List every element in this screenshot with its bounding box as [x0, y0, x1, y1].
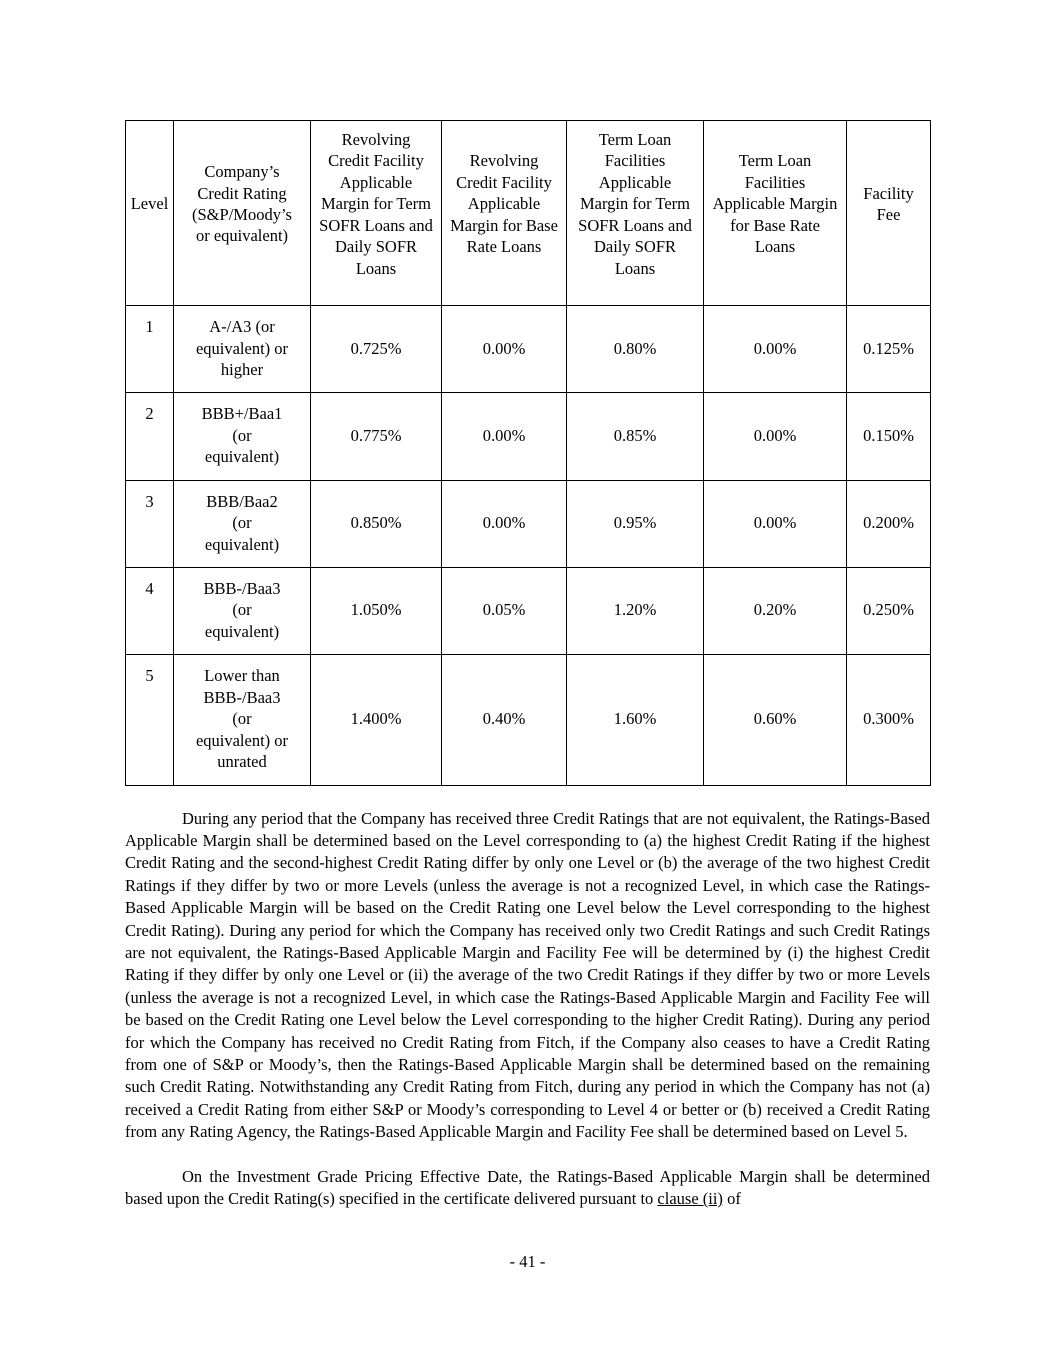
cell-revolver-sofr-margin: 0.725%	[311, 306, 442, 393]
cell-term-base-margin: 0.20%	[704, 568, 847, 655]
cell-revolver-sofr-margin: 1.050%	[311, 568, 442, 655]
table-row	[126, 655, 931, 785]
cell-level: 1	[126, 306, 174, 393]
table-row	[126, 568, 931, 655]
cell-term-base-margin: 0.00%	[704, 480, 847, 567]
header-revolver-sofr-margin: Revolving Credit Facility Applicable Margin for Term SOFR Loans and Daily SOFR Loans	[311, 121, 442, 306]
cell-facility-fee: 0.300%	[847, 655, 931, 785]
cell-level: 3	[126, 480, 174, 567]
table-row	[126, 306, 931, 393]
header-row	[126, 121, 931, 306]
cell-revolver-base-margin: 0.00%	[442, 306, 567, 393]
pricing-grid-table	[125, 120, 931, 786]
page-number: - 41 -	[509, 1252, 546, 1271]
cell-term-sofr-margin: 0.85%	[567, 393, 704, 480]
cell-facility-fee: 0.200%	[847, 480, 931, 567]
cell-revolver-base-margin: 0.40%	[442, 655, 567, 785]
cell-term-base-margin: 0.60%	[704, 655, 847, 785]
cell-term-base-margin: 0.00%	[704, 306, 847, 393]
header-term-base-margin: Term Loan Facilities Applicable Margin for Base Rate Loans	[704, 121, 847, 306]
cell-term-sofr-margin: 1.60%	[567, 655, 704, 785]
table-row	[126, 480, 931, 567]
paragraph-2-text: On the Investment Grade Pricing Effective Date, the Ratings-Based Applicable Margin shall be determined based upon the Credit Rating(s) specified in the certificate delivered pursuant to	[125, 1166, 930, 1208]
cell-term-base-margin: 0.00%	[704, 393, 847, 480]
cell-facility-fee: 0.150%	[847, 393, 931, 480]
cell-revolver-sofr-margin: 0.775%	[311, 393, 442, 480]
cell-revolver-base-margin: 0.00%	[442, 393, 567, 480]
clause-ii-reference: clause (ii)	[657, 1189, 723, 1208]
cell-credit-rating: BBB+/Baa1 (or equivalent)	[174, 393, 311, 480]
cell-term-sofr-margin: 1.20%	[567, 568, 704, 655]
header-revolver-base-margin: Revolving Credit Facility Applicable Margin for Base Rate Loans	[442, 121, 567, 306]
cell-credit-rating: BBB-/Baa3 (or equivalent)	[174, 568, 311, 655]
cell-level: 4	[126, 568, 174, 655]
cell-revolver-base-margin: 0.00%	[442, 480, 567, 567]
cell-credit-rating: BBB/Baa2 (or equivalent)	[174, 480, 311, 567]
cell-term-sofr-margin: 0.80%	[567, 306, 704, 393]
cell-revolver-sofr-margin: 0.850%	[311, 480, 442, 567]
cell-revolver-sofr-margin: 1.400%	[311, 655, 442, 785]
header-credit-rating: Company’s Credit Rating (S&P/Moody’s or equivalent)	[174, 121, 311, 306]
cell-facility-fee: 0.250%	[847, 568, 931, 655]
header-term-sofr-margin: Term Loan Facilities Applicable Margin for Term SOFR Loans and Daily SOFR Loans	[567, 121, 704, 306]
body-paragraph-1: During any period that the Company has received three Credit Ratings that are not equivalent, the Ratings-Based Applicable Margin shall be determined based on the Level corresponding to (a) the highest Credit Rating if the highest Credit Rating and the second-highest Credit Rating differ by only one Level or (b) the average of the two highest Credit Ratings if they differ by two or more Levels (unless the average is not a recognized Level, in which case the Ratings-Based Applicable Margin will be based on the Credit Rating one Level below the Level corresponding to the highest Credit Rating). During any period for which the Company has received only two Credit Ratings and such Credit Ratings are not equivalent, the Ratings-Based Applicable Margin and Facility Fee will be determined by (i) the highest Credit Rating if they differ by only one Level or (ii) the average of the two Credit Ratings if they differ by two or more Levels (unless the average is not a recognized Level, in which case the Ratings-Based Applicable Margin and Facility Fee will be based on the Credit Rating one Level below the Level corresponding to the higher Credit Rating). During any period for which the Company has received no Credit Rating from Fitch, if the Company also ceases to have a Credit Rating from one of S&P or Moody’s, then the Ratings-Based Applicable Margin shall be determined based on the remaining such Credit Rating. Notwithstanding any Credit Rating from Fitch, during any period in which the Company has not (a) received a Credit Rating from either S&P or Moody’s corresponding to Level 4 or better or (b) received a Credit Rating from any Rating Agency, the Ratings-Based Applicable Margin and Facility Fee shall be determined based on Level 5.	[125, 808, 930, 1142]
table-header-row	[126, 121, 931, 306]
cell-credit-rating: A-/A3 (or equivalent) or higher	[174, 306, 311, 393]
cell-term-sofr-margin: 0.95%	[567, 480, 704, 567]
body-paragraph-2	[125, 1166, 930, 1211]
header-facility-fee: Facility Fee	[847, 121, 931, 306]
paragraph-2-tail: of	[722, 1189, 741, 1208]
cell-revolver-base-margin: 0.05%	[442, 568, 567, 655]
cell-level: 5	[126, 655, 174, 785]
cell-level: 2	[126, 393, 174, 480]
cell-facility-fee: 0.125%	[847, 306, 931, 393]
cell-credit-rating: Lower than BBB-/Baa3 (or equivalent) or unrated	[174, 655, 311, 785]
table-body	[126, 306, 931, 785]
table-row	[126, 393, 931, 480]
header-level: Level	[126, 121, 174, 306]
